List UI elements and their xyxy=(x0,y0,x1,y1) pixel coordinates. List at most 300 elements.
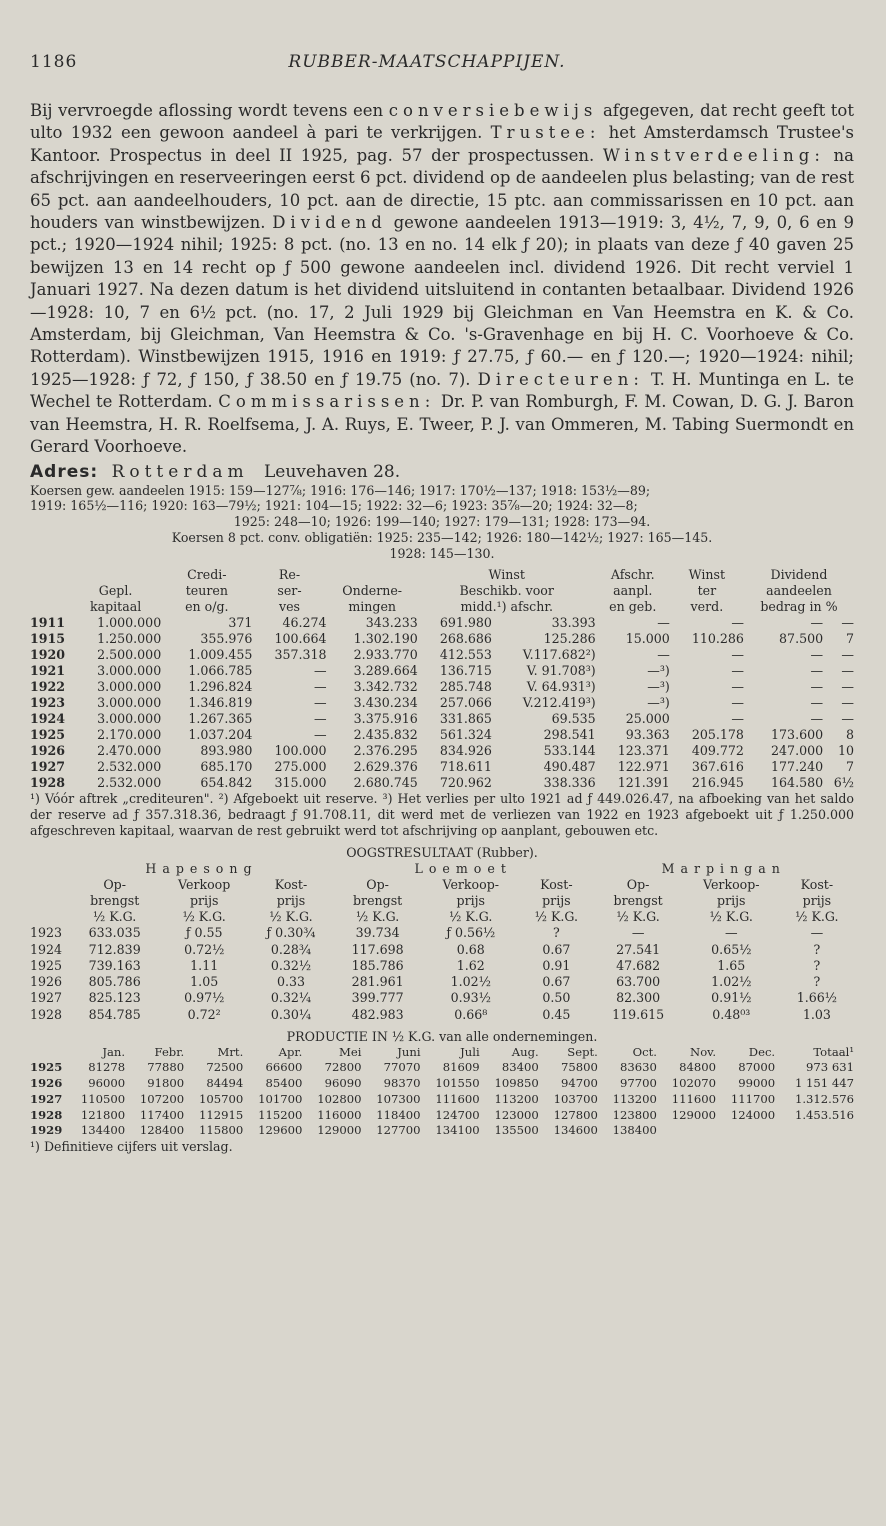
table-cell: ƒ 0.55 xyxy=(185,925,223,941)
table-cell: 3.000.000 xyxy=(97,695,162,711)
table-cell: — xyxy=(313,727,327,743)
header-cell: verd. xyxy=(690,599,724,615)
table-cell: 15.000 xyxy=(625,631,670,647)
table-cell: 123800 xyxy=(612,1107,657,1122)
table-cell: 0.91 xyxy=(542,957,571,973)
table-cell: 1.346.819 xyxy=(188,695,253,711)
header-cell: Sept. xyxy=(567,1044,598,1059)
table-cell: — xyxy=(725,925,738,941)
table-cell: 0.45 xyxy=(542,1006,571,1022)
year-cell: 1928 xyxy=(30,775,66,791)
table-cell: 1 151 447 xyxy=(794,1076,854,1091)
table-cell: 101550 xyxy=(435,1076,480,1091)
year-cell: 1927 xyxy=(30,759,66,775)
table-cell: 482.983 xyxy=(351,1006,404,1022)
table-cell: — xyxy=(810,925,824,941)
table-cell: 134100 xyxy=(435,1123,480,1138)
table-cell: — xyxy=(841,679,854,695)
table-cell: — xyxy=(731,679,744,695)
table-cell: 112915 xyxy=(199,1107,244,1122)
table-cell: 412.553 xyxy=(439,647,492,663)
table-cell: 124000 xyxy=(730,1107,776,1122)
header-cell: bedrag in % xyxy=(760,599,838,615)
header-cell: Apr. xyxy=(278,1044,303,1059)
table-cell: — xyxy=(810,615,824,631)
table-cell: 0.91½ xyxy=(711,990,752,1006)
year-cell: 1925 xyxy=(30,957,63,973)
table-cell: 0.72½ xyxy=(184,941,225,957)
table-cell: 125.286 xyxy=(543,631,596,647)
header-cell: brengst xyxy=(613,893,663,909)
year-cell: 1921 xyxy=(30,663,66,679)
table-row xyxy=(30,759,854,775)
table-cell xyxy=(775,1123,854,1139)
table-cell: — xyxy=(810,679,824,695)
koersen-line: 1919: 165½—116; 1920: 163—79½; 1921: 104—15; 1922: 32—6; 1923: 35⅞—20; 1924: 32—8; xyxy=(30,498,638,514)
table-cell: 66600 xyxy=(265,1060,303,1075)
year-cell: 1927 xyxy=(30,1091,63,1106)
header-cell: Nov. xyxy=(690,1044,717,1059)
table-cell: 0.93½ xyxy=(450,990,491,1006)
header-cell: Totaal¹ xyxy=(813,1044,854,1059)
table-cell: 122.971 xyxy=(617,759,670,775)
table-cell: ƒ 0.56½ xyxy=(446,925,496,941)
header-cell xyxy=(30,583,70,599)
table-cell: 3.375.916 xyxy=(353,711,418,727)
table-cell: 72500 xyxy=(206,1060,244,1075)
header-cell: Re- xyxy=(278,567,301,583)
table-cell: 185.786 xyxy=(351,957,404,973)
table-cell: 134400 xyxy=(80,1123,126,1138)
header-cell xyxy=(30,567,70,583)
table-cell: 1.296.824 xyxy=(188,679,253,695)
table-cell: 0.72² xyxy=(187,1006,221,1022)
header-cell: Op- xyxy=(626,876,650,892)
header-cell: Verkoop- xyxy=(442,876,500,892)
table-cell: 135500 xyxy=(494,1123,539,1138)
table-cell: 0.30¼ xyxy=(270,1006,312,1022)
table-cell: 720.962 xyxy=(439,775,492,791)
estate-name: Marpingan xyxy=(661,860,786,876)
header-cell: prijs xyxy=(189,893,219,909)
table-cell: 315.000 xyxy=(274,775,327,791)
table-cell: 113200 xyxy=(612,1091,657,1106)
table-row xyxy=(30,925,854,941)
table-cell: 118400 xyxy=(376,1107,421,1122)
table-cell: 87000 xyxy=(738,1060,776,1075)
table-cell: 111600 xyxy=(435,1091,480,1106)
table-cell: 6½ xyxy=(833,775,854,791)
table-cell: 121800 xyxy=(80,1107,126,1122)
header-cell: Kost- xyxy=(800,876,834,892)
company-paragraph xyxy=(30,100,854,459)
year-cell: 1920 xyxy=(30,647,66,663)
spaced-term: conversiebewijs xyxy=(388,101,598,120)
table-row xyxy=(30,958,854,974)
koersen-line: 1928: 145—130. xyxy=(389,545,495,561)
table-cell: 2.532.000 xyxy=(97,759,162,775)
table-cell: 247.000 xyxy=(771,743,824,759)
table-cell: 93.363 xyxy=(625,727,670,743)
table-cell: 85400 xyxy=(265,1076,303,1091)
table-cell: 1.000.000 xyxy=(97,615,162,631)
table-cell: — xyxy=(841,663,854,679)
header-cell: ½ K.G. xyxy=(709,909,753,925)
table-cell: 127700 xyxy=(376,1123,421,1138)
header-cell: en geb. xyxy=(609,599,657,615)
table-cell: 129000 xyxy=(671,1107,717,1122)
table-cell: 127800 xyxy=(553,1107,598,1122)
header-cell: Aug. xyxy=(511,1044,539,1059)
year-cell: 1926 xyxy=(30,974,63,990)
table-cell: 533.144 xyxy=(543,743,596,759)
table-cell: 103700 xyxy=(553,1091,598,1106)
table-cell: 46.274 xyxy=(282,615,327,631)
table-cell: — xyxy=(841,695,854,711)
table-cell: —³) xyxy=(647,695,670,711)
table-cell: 1.62 xyxy=(456,957,485,973)
table-cell: 367.616 xyxy=(691,759,744,775)
text-segment: T. H. Muntinga en L. te Wechel te Rotterdam. xyxy=(30,369,855,412)
spaced-term: Directeuren: xyxy=(477,369,644,389)
table-cell: 107300 xyxy=(376,1091,421,1106)
table-cell: 834.926 xyxy=(439,743,492,759)
koersen-block xyxy=(30,483,854,562)
table-cell: 268.686 xyxy=(439,631,492,647)
table-cell: 96090 xyxy=(324,1076,362,1091)
spaced-term: Dividend xyxy=(272,213,387,233)
table-cell: — xyxy=(313,711,327,727)
table-cell: 129600 xyxy=(258,1123,303,1138)
table-cell: — xyxy=(657,647,670,663)
spaced-term: Trustee: xyxy=(490,123,601,143)
table-cell: 275.000 xyxy=(274,759,327,775)
koersen-line: 1925: 248—10; 1926: 199—140; 1927: 179—131; 1928: 173—94. xyxy=(233,514,651,530)
table-cell: 893.980 xyxy=(200,743,253,759)
table-cell: 854.785 xyxy=(88,1006,141,1022)
header-row xyxy=(30,1045,854,1061)
spaced-term: Commissarissen: xyxy=(218,392,436,412)
header-cell: Verkoop xyxy=(178,876,231,892)
header-cell: Onderne- xyxy=(342,583,403,599)
header-cell: Jan. xyxy=(102,1044,126,1059)
header-cell: Op- xyxy=(366,876,389,892)
header-cell: teuren xyxy=(185,583,228,599)
year-cell: 1928 xyxy=(30,1107,63,1122)
table-cell: 1.312.576 xyxy=(794,1091,854,1106)
header-cell: Dec. xyxy=(748,1044,776,1059)
table-cell: 0.97½ xyxy=(184,990,225,1006)
table-cell: 0.65½ xyxy=(711,941,752,957)
table-cell: 3.430.234 xyxy=(353,695,418,711)
table-cell: 1.302.190 xyxy=(353,631,418,647)
table-cell: 285.748 xyxy=(439,679,492,695)
estate-name: Loemoet xyxy=(414,860,512,876)
text-segment: Dr. P. van Romburgh, F. M. Cowan, D. G. J. Baron van Heemstra, H. R. Roelfsema, J. A. Ruys, E. Tweer, P. J. van Ommeren, M. Tabing Suermondt en Gerard Voorhoeve. xyxy=(30,392,854,457)
table-row xyxy=(30,631,854,647)
table-cell: 2.629.376 xyxy=(353,759,418,775)
address-label: Adres: xyxy=(30,461,99,482)
table-cell: 72800 xyxy=(324,1060,362,1075)
table-cell: 0.32¼ xyxy=(270,990,312,1006)
header-cell: ½ K.G. xyxy=(449,909,493,925)
body-text xyxy=(30,100,854,459)
table-cell: 331.865 xyxy=(439,711,492,727)
header-row xyxy=(30,599,854,615)
header-cell: Oct. xyxy=(632,1044,657,1059)
table-row xyxy=(30,647,854,663)
table-cell: 96000 xyxy=(88,1076,126,1091)
table-cell: 91800 xyxy=(147,1076,185,1091)
table-cell: — xyxy=(731,615,744,631)
text-segment: gewone aandeelen 1913—1919: 3, 4½, 7, 9, 0, 6 en 9 pct.; 1920—1924 nihil; 1925: 8 pct. (no. 13 en no. 14 elk ƒ 20); in plaats van deze ƒ 40 gaven 25 bewijzen 13 en 14 recht op ƒ 500 gewone aandeelen incl. dividend 1926. Dit recht verviel 1 Januari 1927. Na dezen datum is het dividend uitsluitend in contanten betaalbaar. Dividend 1926—1928: 10, 7 en 6½ pct. (no. 17, 2 Juli 1929 bij Gleichman en Van Heemstra en K. & Co. Amsterdam, bij Gleichman, Van Heemstra & Co. 's-Gravenhage en bij H. C. Voorhoeve & Co. Rotterdam). Winstbewijzen 1915, 1916 en 1919: ƒ 27.75, ƒ 60.— en ƒ 120.—; 1920—1924: nihil; 1925—1928: ƒ 72, ƒ 150, ƒ 38.50 en ƒ 19.75 (no. 7). xyxy=(30,213,855,389)
table-cell: 0.67 xyxy=(542,941,571,957)
table-cell: 825.123 xyxy=(88,990,141,1006)
table-cell: ? xyxy=(813,957,821,973)
table-cell: 685.170 xyxy=(200,759,253,775)
table-cell: 0.50 xyxy=(542,990,571,1006)
header-cell: ½ K.G. xyxy=(269,909,313,925)
year-cell: 1924 xyxy=(30,711,66,727)
table-cell: 1.02½ xyxy=(711,974,752,990)
table-cell: 281.961 xyxy=(351,974,404,990)
estate-row xyxy=(30,861,854,877)
table-cell: —³) xyxy=(647,663,670,679)
table-cell: 399.777 xyxy=(351,990,404,1006)
header-cell: Juli xyxy=(460,1044,480,1059)
header-cell: mingen xyxy=(348,599,397,615)
table-cell: 121.391 xyxy=(617,775,670,791)
table-cell: 2.933.770 xyxy=(353,647,418,663)
header-cell xyxy=(30,893,70,909)
table-cell: — xyxy=(631,925,645,941)
table-cell: 115200 xyxy=(258,1107,303,1122)
table-cell: 83630 xyxy=(620,1060,657,1075)
table-cell: 298.541 xyxy=(543,727,596,743)
table-cell: V.212.419³) xyxy=(522,695,596,711)
table-row xyxy=(30,942,854,958)
table-cell: 1.267.365 xyxy=(188,711,253,727)
table-cell: — xyxy=(810,711,824,727)
text-segment: na afschrijvingen en reserveeringen eerst 6 pct. dividend op de aandeelen plus belasting; van de rest 65 pct. aan aandeelhouders, 10 pct. aan de directie, 15 ptc. aan commissarissen en 10 pct. aan houders van winstbewijzen. xyxy=(30,145,854,233)
table-cell: 0.68 xyxy=(456,941,485,957)
table-cell: 117400 xyxy=(139,1107,185,1122)
table-cell: 718.611 xyxy=(439,759,492,775)
table-cell: — xyxy=(841,615,854,631)
table-cell: 3.342.732 xyxy=(353,679,418,695)
table-cell: 87.500 xyxy=(779,631,824,647)
year-cell: 1925 xyxy=(30,727,66,743)
header-cell: Winst xyxy=(488,567,525,583)
header-row xyxy=(30,893,854,909)
table-cell: 128400 xyxy=(139,1123,185,1138)
table-cell: 116000 xyxy=(317,1107,362,1122)
year-cell: 1923 xyxy=(30,695,66,711)
table-row xyxy=(30,775,854,791)
table-row xyxy=(30,1076,854,1092)
table-cell: 100.000 xyxy=(274,743,327,759)
table-cell: 371 xyxy=(228,615,253,631)
text-segment: afgegeven, dat recht geeft tot ulto 1932 een gewoon aandeel à pari te verkrijgen. xyxy=(30,101,854,143)
koersen-line: Koersen gew. aandeelen 1915: 159—127⅞; 1916: 176—146; 1917: 170½—137; 1918: 153½—89; xyxy=(30,482,651,498)
table-cell: 75800 xyxy=(560,1060,598,1075)
table-cell xyxy=(716,1123,775,1139)
table-row xyxy=(30,990,854,1006)
header-cell: Winst xyxy=(688,567,726,583)
header-cell: prijs xyxy=(456,893,486,909)
table-cell: 357.318 xyxy=(274,647,327,663)
production-footnote: ¹) Definitieve cijfers uit verslag. xyxy=(30,1139,233,1155)
header-cell: Mrt. xyxy=(217,1044,244,1059)
table-cell: 1.66½ xyxy=(796,990,838,1006)
table-cell: V.117.682²) xyxy=(522,647,596,663)
table-cell: 0.48⁰³ xyxy=(712,1006,751,1022)
year-cell: 1928 xyxy=(30,1006,63,1022)
header-cell: Verkoop- xyxy=(703,876,760,892)
table-cell: 1.037.204 xyxy=(188,727,253,743)
table-row xyxy=(30,974,854,990)
table-cell: 2.470.000 xyxy=(97,743,162,759)
financial-footnote: ¹) Vóór aftrek „crediteuren". ²) Afgeboekt uit reserve. ³) Het verlies per ulto 1921 ad ƒ 449.026.47, na afboeking van het saldo der reserve ad ƒ 357.318.36, bedraagt ƒ 91.708.11, dit werd met de verliezen van 1922 en 1923 afgeboekt uit ƒ 1.250.000 afgeschreven kapitaal, waarvan de rest gebruikt werd tot afschrijving op aanplant, gebouwen etc. xyxy=(30,791,854,839)
table-cell: 1.453.516 xyxy=(794,1107,854,1122)
header-cell xyxy=(30,877,70,893)
header-cell xyxy=(30,909,70,925)
table-cell: 47.682 xyxy=(616,957,661,973)
header-cell: aandeelen xyxy=(766,583,832,599)
page-number: 1186 xyxy=(30,52,78,72)
table-cell: 102070 xyxy=(671,1076,717,1091)
header-cell xyxy=(30,861,70,877)
table-cell: 111600 xyxy=(671,1091,717,1106)
header-cell: brengst xyxy=(90,893,140,909)
header-cell: prijs xyxy=(542,893,571,909)
table-cell: 805.786 xyxy=(88,974,141,990)
table-row xyxy=(30,1123,854,1139)
table-cell: 100.664 xyxy=(274,631,327,647)
year-cell: 1915 xyxy=(30,631,66,647)
table-cell: 2.435.832 xyxy=(353,727,418,743)
table-cell: — xyxy=(841,647,854,663)
table-cell: 117.698 xyxy=(351,941,404,957)
table-cell: — xyxy=(313,663,327,679)
table-cell: 77880 xyxy=(147,1060,185,1075)
header-cell: brengst xyxy=(353,893,403,909)
header-cell xyxy=(70,567,161,583)
header-cell: ½ K.G. xyxy=(616,909,660,925)
table-cell: 10 xyxy=(837,743,854,759)
table-cell: — xyxy=(810,647,824,663)
year-cell: 1926 xyxy=(30,743,66,759)
header-cell: Credi- xyxy=(187,567,227,583)
table-cell: 134600 xyxy=(553,1123,598,1138)
table-cell: 129000 xyxy=(317,1123,362,1138)
table-cell: 110.286 xyxy=(691,631,744,647)
table-cell: 739.163 xyxy=(88,957,141,973)
table-cell: 0.66⁸ xyxy=(454,1006,488,1022)
table-cell: 0.33 xyxy=(276,974,305,990)
table-cell: — xyxy=(731,711,744,727)
table-cell: 3.000.000 xyxy=(97,663,162,679)
running-title: RUBBER-MAATSCHAPPIJEN. xyxy=(288,52,566,72)
table-cell: 110500 xyxy=(80,1091,126,1106)
table-cell: 113200 xyxy=(494,1091,539,1106)
table-cell: — xyxy=(657,615,670,631)
table-cell: 343.233 xyxy=(365,615,418,631)
table-cell: ? xyxy=(552,925,560,941)
header-cell: ser- xyxy=(277,583,302,599)
table-cell: 109850 xyxy=(494,1076,539,1091)
table-cell: 105700 xyxy=(199,1091,244,1106)
table-cell: 84494 xyxy=(206,1076,244,1091)
table-cell: —³) xyxy=(647,679,670,695)
text-segment: het Amsterdamsch Trustee's Kantoor. Prospectus in deel II 1925, pag. 57 der prospectussen. xyxy=(30,123,854,165)
table-cell: — xyxy=(810,663,824,679)
table-cell: 107200 xyxy=(139,1091,185,1106)
header-cell: ½ K.G. xyxy=(534,909,578,925)
table-cell: 654.842 xyxy=(200,775,253,791)
koersen-line: Koersen 8 pct. conv. obligatiën: 1925: 235—142; 1926: 180—142½; 1927: 165—145. xyxy=(171,529,713,545)
table-cell: 355.976 xyxy=(200,631,253,647)
header-cell: ter xyxy=(697,583,717,599)
year-cell: 1911 xyxy=(30,615,66,631)
table-cell: 0.67 xyxy=(542,974,571,990)
table-cell: 69.535 xyxy=(551,711,596,727)
table-cell: 164.580 xyxy=(771,775,824,791)
table-cell: V. 64.931³) xyxy=(526,679,596,695)
table-cell: 633.035 xyxy=(88,925,141,941)
text-segment: Bij vervroegde aflossing wordt tevens een xyxy=(30,101,389,120)
year-cell: 1924 xyxy=(30,941,63,957)
header-cell: kapitaal xyxy=(89,599,142,615)
header-cell: midd.¹) afschr. xyxy=(460,599,553,615)
header-cell: Dividend xyxy=(770,567,828,583)
table-cell: 2.680.745 xyxy=(353,775,418,791)
year-cell: 1923 xyxy=(30,925,63,941)
table-row xyxy=(30,615,854,631)
table-cell: 1.03 xyxy=(802,1006,831,1022)
productie-title: PRODUCTIE IN ½ K.G. van alle ondernemingen. xyxy=(286,1028,598,1044)
table-cell: 8 xyxy=(845,727,854,743)
header-cell: ½ K.G. xyxy=(182,909,226,925)
table-cell: 1.11 xyxy=(190,957,219,973)
address-street: Leuvehaven 28. xyxy=(264,461,401,482)
oogst-title: OOGSTRESULTAAT (Rubber). xyxy=(346,844,538,860)
table-row xyxy=(30,711,854,727)
table-cell: 7 xyxy=(845,631,854,647)
header-cell: ½ K.G. xyxy=(795,909,839,925)
table-cell: 1.009.455 xyxy=(188,647,253,663)
header-row xyxy=(30,877,854,893)
table-cell: 97700 xyxy=(620,1076,657,1091)
table-cell: 173.600 xyxy=(771,727,824,743)
table-row xyxy=(30,695,854,711)
table-cell: ? xyxy=(813,941,821,957)
year-cell: 1926 xyxy=(30,1076,63,1091)
table-cell: 1.65 xyxy=(717,957,746,973)
table-cell: 94700 xyxy=(560,1076,598,1091)
table-cell: 0.32½ xyxy=(270,957,312,973)
table-cell: 973 631 xyxy=(806,1060,854,1075)
page-header xyxy=(30,52,854,72)
table-cell: — xyxy=(731,695,744,711)
table-row xyxy=(30,727,854,743)
table-cell: 205.178 xyxy=(691,727,744,743)
header-cell: prijs xyxy=(276,893,306,909)
table-cell: 2.500.000 xyxy=(97,647,162,663)
table-cell: 119.615 xyxy=(612,1006,665,1022)
table-cell: 1.250.000 xyxy=(97,631,162,647)
header-cell xyxy=(327,567,418,583)
